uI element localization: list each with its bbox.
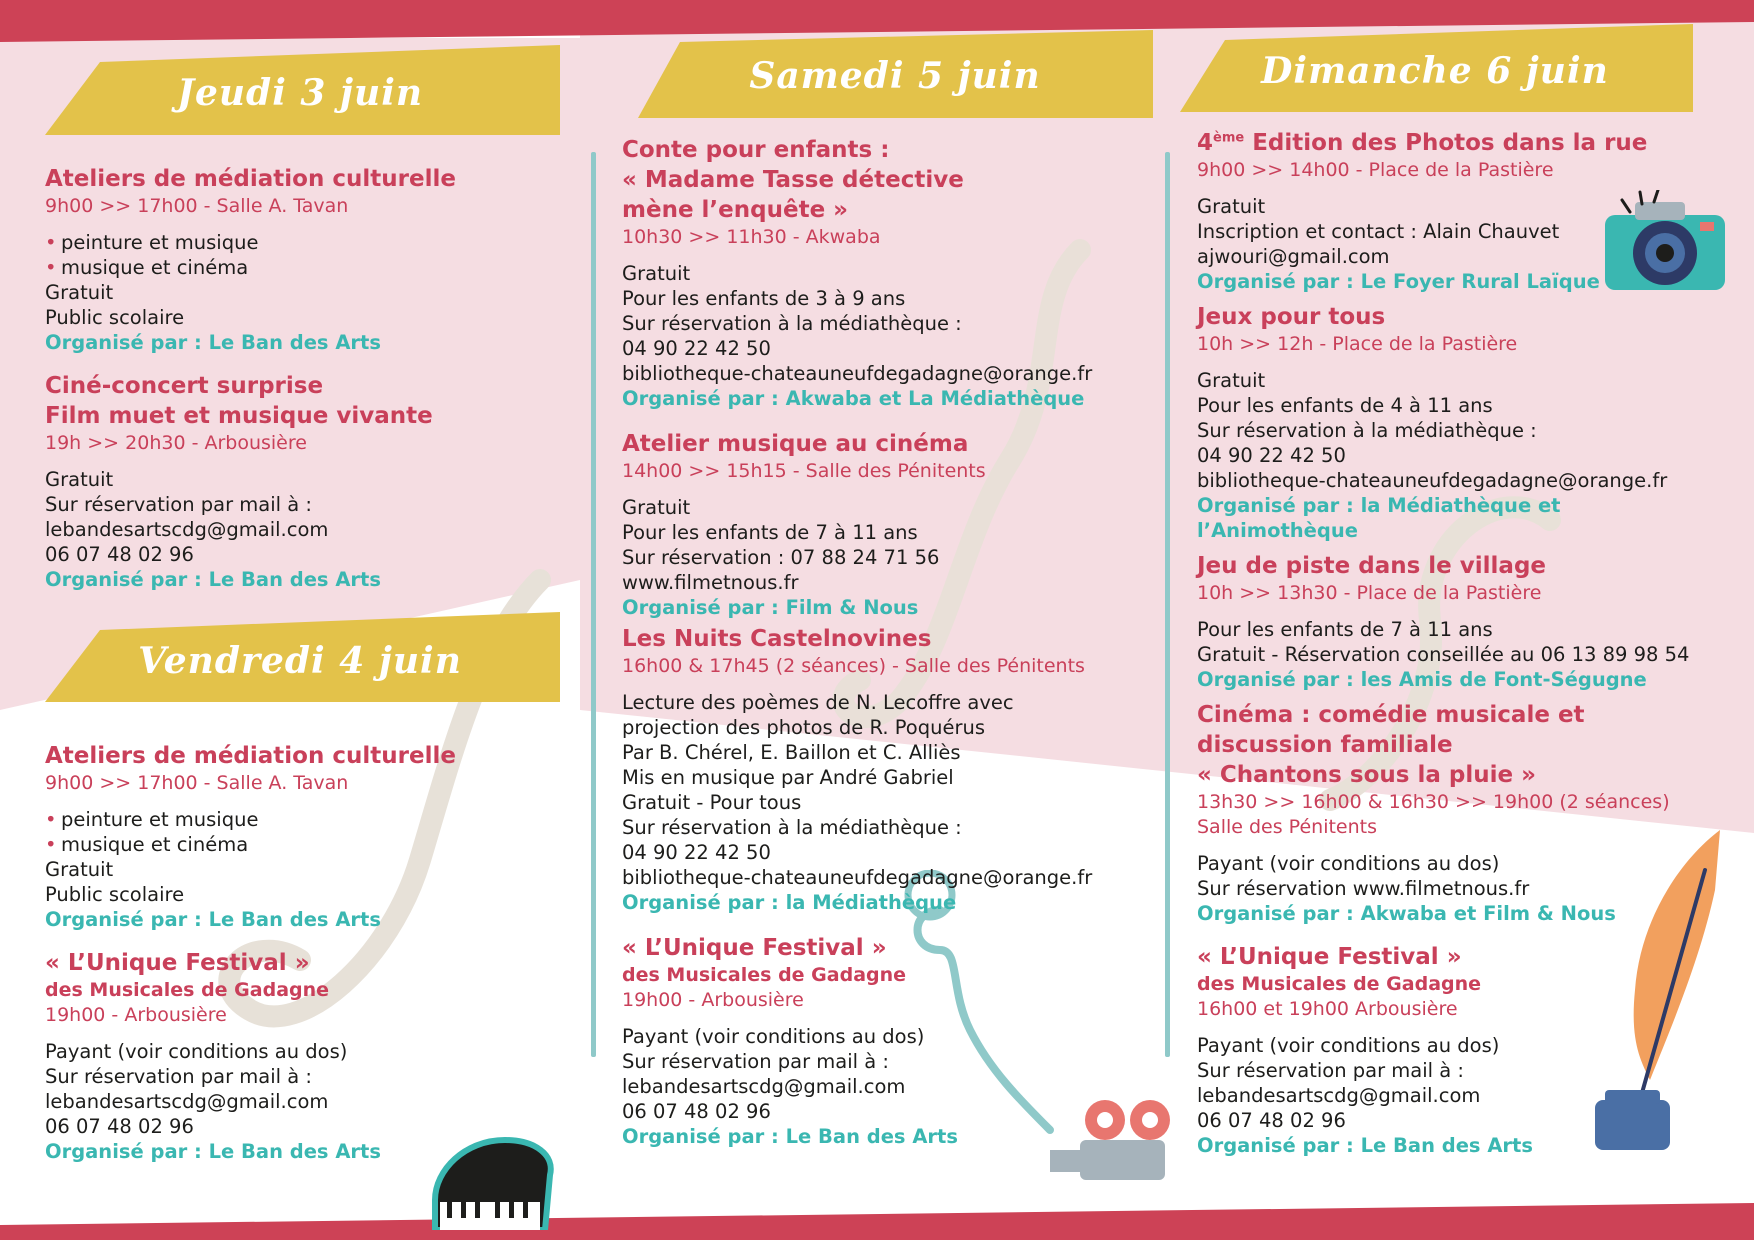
event-details: Payant (voir conditions au dos) Sur réservation par mail à : lebandesartscdg@gmail.com 06 07 48 02 96: [45, 1040, 348, 1138]
event-title: Ateliers de médiation culturelle: [45, 743, 456, 769]
event-organizer: Organisé par : Le Ban des Arts: [45, 908, 381, 931]
event-card: [622, 624, 1162, 915]
event-title: Ateliers de médiation culturelle: [45, 166, 456, 192]
event-details: Gratuit Sur réservation par mail à : lebandesartscdg@gmail.com 06 07 48 02 96: [45, 468, 329, 566]
event-organizer: Organisé par : Le Foyer Rural Laïque: [1197, 270, 1600, 293]
event-time-location: 19h >> 20h30 - Arbousière: [45, 432, 307, 454]
event-card: [1197, 128, 1737, 294]
event-card: [45, 741, 575, 932]
event-details: Gratuit Public scolaire: [45, 281, 185, 329]
event-card: [622, 933, 1162, 1149]
event-details: Payant (voir conditions au dos) Sur réservation par mail à : lebandesartscdg@gmail.com 06 07 48 02 96: [622, 1025, 925, 1123]
event-card: [1197, 551, 1737, 692]
event-details: Gratuit Inscription et contact : Alain Chauvet ajwouri@gmail.com: [1197, 195, 1560, 268]
event-card: [45, 948, 575, 1164]
day-label-samedi: Samedi 5 juin: [749, 55, 1041, 97]
event-details: Payant (voir conditions au dos) Sur réservation par mail à : lebandesartscdg@gmail.com 06 07 48 02 96: [1197, 1034, 1500, 1132]
list-item: • musique et cinéma: [45, 832, 575, 857]
day-label-dimanche: Dimanche 6 juin: [1261, 50, 1609, 92]
event-organizer: Organisé par : la Médiathèque et l’Animothèque: [1197, 494, 1561, 542]
event-title-text: Edition des Photos dans la rue: [1244, 130, 1648, 156]
event-title: « L’Unique Festival »: [622, 935, 887, 961]
event-organizer: Organisé par : Akwaba et La Médiathèque: [622, 387, 1085, 410]
event-time-location: 10h >> 13h30 - Place de la Pastière: [1197, 582, 1542, 604]
event-organizer: Organisé par : Le Ban des Arts: [45, 568, 381, 591]
event-details: Pour les enfants de 7 à 11 ans Gratuit - Réservation conseillée au 06 13 89 98 54: [1197, 618, 1690, 666]
event-subtitle: des Musicales de Gadagne: [1197, 973, 1482, 995]
column-saturday: [622, 135, 1162, 1149]
day-label-jeudi: Jeudi 3 juin: [176, 72, 424, 114]
event-time-location: 9h00 >> 17h00 - Salle A. Tavan: [45, 195, 349, 217]
event-title: Ciné-concert surprise Film muet et musique vivante: [45, 373, 433, 429]
event-time-location: 14h00 >> 15h15 - Salle des Pénitents: [622, 460, 986, 482]
event-details: Gratuit Pour les enfants de 4 à 11 ans Sur réservation à la médiathèque : 04 90 22 42 50 bibliotheque-chateauneufdegadagne@orange.fr: [1197, 369, 1668, 492]
event-organizer: Organisé par : Le Ban des Arts: [1197, 1134, 1533, 1157]
event-card: [1197, 700, 1737, 926]
day-label-vendredi: Vendredi 4 juin: [138, 640, 462, 682]
list-item: • musique et cinéma: [45, 255, 575, 280]
event-title: Jeux pour tous: [1197, 304, 1386, 330]
column-thursday-friday: [45, 60, 575, 1164]
event-card: [622, 135, 1162, 411]
event-card: [622, 429, 1162, 620]
event-time-location: 16h00 & 17h45 (2 séances) - Salle des Pénitents: [622, 655, 1085, 677]
event-title: Conte pour enfants : « Madame Tasse détective mène l’enquête »: [622, 137, 964, 223]
list-item: • peinture et musique: [45, 807, 575, 832]
edition-number: 4: [1197, 130, 1214, 156]
event-subtitle: des Musicales de Gadagne: [622, 964, 907, 986]
event-time-location: 10h >> 12h - Place de la Pastière: [1197, 333, 1518, 355]
event-details: Payant (voir conditions au dos) Sur réservation www.filmetnous.fr: [1197, 852, 1530, 900]
event-title: Cinéma : comédie musicale et discussion familiale « Chantons sous la pluie »: [1197, 702, 1585, 788]
column-divider: [1165, 152, 1170, 1057]
event-details: Gratuit Public scolaire: [45, 858, 185, 906]
event-card: [45, 164, 575, 355]
event-title: Atelier musique au cinéma: [622, 431, 969, 457]
event-organizer: Organisé par : Akwaba et Film & Nous: [1197, 902, 1616, 925]
event-title: « L’Unique Festival »: [1197, 944, 1462, 970]
event-details: Gratuit Pour les enfants de 7 à 11 ans Sur réservation : 07 88 24 71 56 www.filmetnous.fr: [622, 496, 940, 594]
event-time-location: 13h30 >> 16h00 & 16h30 >> 19h00 (2 séances) Salle des Pénitents: [1197, 791, 1670, 838]
event-title: Les Nuits Castelnovines: [622, 626, 932, 652]
event-time-location: 10h30 >> 11h30 - Akwaba: [622, 226, 881, 248]
event-activity-list: [45, 807, 575, 857]
column-divider: [591, 152, 596, 1057]
event-time-location: 9h00 >> 17h00 - Salle A. Tavan: [45, 772, 349, 794]
event-organizer: Organisé par : les Amis de Font-Ségugne: [1197, 668, 1647, 691]
event-title: Jeu de piste dans le village: [1197, 553, 1547, 579]
event-details: Gratuit Pour les enfants de 3 à 9 ans Sur réservation à la médiathèque : 04 90 22 42 50 bibliotheque-chateauneufdegadagne@orange.fr: [622, 262, 1093, 385]
event-organizer: Organisé par : Film & Nous: [622, 596, 919, 619]
event-subtitle: des Musicales de Gadagne: [45, 979, 330, 1001]
list-item: • peinture et musique: [45, 230, 575, 255]
event-time-location: 19h00 - Arbousière: [622, 989, 804, 1011]
event-activity-list: [45, 230, 575, 280]
event-organizer: Organisé par : Le Ban des Arts: [45, 1140, 381, 1163]
event-organizer: Organisé par : Le Ban des Arts: [622, 1125, 958, 1148]
event-time-location: 16h00 et 19h00 Arbousière: [1197, 998, 1458, 1020]
edition-suffix: ème: [1213, 130, 1245, 146]
event-title: « L’Unique Festival »: [45, 950, 310, 976]
event-time-location: 9h00 >> 14h00 - Place de la Pastière: [1197, 159, 1554, 181]
column-sunday: [1197, 128, 1737, 1158]
event-card: [45, 371, 575, 592]
event-details: Lecture des poèmes de N. Lecoffre avec projection des photos de R. Poquérus Par B. Chérel, E. Baillon et C. Alliès Mis en musique par André Gabriel Gratuit - Pour tous Sur réservation à la médiathèque : 04 90 22 42 50 bibliotheque-chateauneufdegadagne@orange.fr: [622, 691, 1093, 889]
event-card: [1197, 302, 1737, 543]
event-time-location: 19h00 - Arbousière: [45, 1004, 227, 1026]
event-card: [1197, 942, 1737, 1158]
event-organizer: Organisé par : Le Ban des Arts: [45, 331, 381, 354]
event-title: [1197, 128, 1737, 158]
event-organizer: Organisé par : la Médiathèque: [622, 891, 957, 914]
